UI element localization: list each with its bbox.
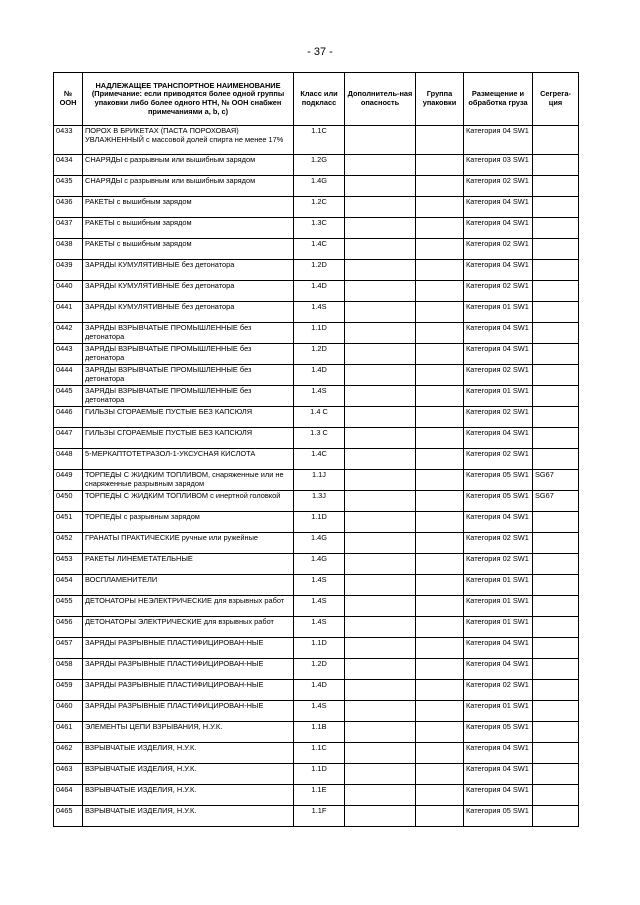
un-number-cell: 0433	[54, 126, 83, 155]
un-number-cell: 0453	[54, 554, 83, 575]
segregation-cell	[533, 785, 579, 806]
packing-group-cell	[416, 512, 464, 533]
shipping-name-cell: ТОРПЕДЫ С ЖИДКИМ ТОПЛИВОМ, снаряженные или не снаряженные разрывным зарядом	[83, 470, 294, 491]
packing-group-cell	[416, 407, 464, 428]
table-row	[54, 491, 579, 512]
stowage-cell: Категория 02 SW1	[464, 407, 533, 428]
table-row	[54, 575, 579, 596]
subsidiary-risk-cell	[345, 680, 416, 701]
shipping-name-cell: ВОСПЛАМЕНИТЕЛИ	[83, 575, 294, 596]
stowage-cell: Категория 04 SW1	[464, 785, 533, 806]
table-row	[54, 323, 579, 344]
segregation-cell	[533, 533, 579, 554]
stowage-cell: Категория 02 SW1	[464, 176, 533, 197]
segregation-cell	[533, 617, 579, 638]
un-number-cell: 0438	[54, 239, 83, 260]
table-row	[54, 512, 579, 533]
class-cell: 1.4C	[294, 239, 345, 260]
segregation-cell	[533, 575, 579, 596]
stowage-cell: Категория 01 SW1	[464, 617, 533, 638]
stowage-cell: Категория 02 SW1	[464, 449, 533, 470]
stowage-cell: Категория 02 SW1	[464, 239, 533, 260]
packing-group-cell	[416, 764, 464, 785]
stowage-cell: Категория 02 SW1	[464, 554, 533, 575]
packing-group-cell	[416, 554, 464, 575]
segregation-cell	[533, 806, 579, 827]
packing-group-cell	[416, 239, 464, 260]
shipping-name-cell: ЗАРЯДЫ ВЗРЫВЧАТЫЕ ПРОМЫШЛЕННЫЕ без детонатора	[83, 386, 294, 407]
subsidiary-risk-cell	[345, 323, 416, 344]
shipping-name-cell: ПОРОХ В БРИКЕТАХ (ПАСТА ПОРОХОВАЯ) УВЛАЖНЕННЫЙ с массовой долей спирта не менее 17%	[83, 126, 294, 155]
un-number-cell: 0444	[54, 365, 83, 386]
un-number-cell: 0460	[54, 701, 83, 722]
un-number-cell: 0442	[54, 323, 83, 344]
subsidiary-risk-cell	[345, 701, 416, 722]
shipping-name-cell: ДЕТОНАТОРЫ ЭЛЕКТРИЧЕСКИЕ для взрывных работ	[83, 617, 294, 638]
subsidiary-risk-cell	[345, 197, 416, 218]
page-number: - 37 -	[307, 46, 333, 58]
segregation-cell	[533, 365, 579, 386]
subsidiary-risk-cell	[345, 428, 416, 449]
class-cell: 1.4G	[294, 554, 345, 575]
shipping-name-cell: ЗАРЯДЫ РАЗРЫВНЫЕ ПЛАСТИФИЦИРОВАН-НЫЕ	[83, 659, 294, 680]
shipping-name-cell: ЗАРЯДЫ ВЗРЫВЧАТЫЕ ПРОМЫШЛЕННЫЕ без детонатора	[83, 344, 294, 365]
stowage-cell: Категория 04 SW1	[464, 344, 533, 365]
segregation-cell	[533, 659, 579, 680]
header-class: Класс или подкласс	[294, 73, 345, 126]
shipping-name-cell: ВЗРЫВЧАТЫЕ ИЗДЕЛИЯ, Н.У.К.	[83, 806, 294, 827]
class-cell: 1.1C	[294, 126, 345, 155]
table-row	[54, 155, 579, 176]
subsidiary-risk-cell	[345, 806, 416, 827]
class-cell: 1.4S	[294, 596, 345, 617]
class-cell: 1.4S	[294, 386, 345, 407]
packing-group-cell	[416, 470, 464, 491]
un-number-cell: 0447	[54, 428, 83, 449]
class-cell: 1.3 C	[294, 428, 345, 449]
class-cell: 1.4S	[294, 701, 345, 722]
subsidiary-risk-cell	[345, 386, 416, 407]
un-number-cell: 0445	[54, 386, 83, 407]
segregation-cell	[533, 428, 579, 449]
segregation-cell	[533, 386, 579, 407]
subsidiary-risk-cell	[345, 764, 416, 785]
subsidiary-risk-cell	[345, 155, 416, 176]
packing-group-cell	[416, 126, 464, 155]
stowage-cell: Категория 04 SW1	[464, 428, 533, 449]
un-number-cell: 0459	[54, 680, 83, 701]
stowage-cell: Категория 04 SW1	[464, 743, 533, 764]
stowage-cell: Категория 04 SW1	[464, 638, 533, 659]
class-cell: 1.4S	[294, 575, 345, 596]
subsidiary-risk-cell	[345, 512, 416, 533]
segregation-cell	[533, 407, 579, 428]
packing-group-cell	[416, 491, 464, 512]
shipping-name-cell: РАКЕТЫ ЛИНЕМЕТАТЕЛЬНЫЕ	[83, 554, 294, 575]
header-un-number: № ООН	[54, 73, 83, 126]
dangerous-goods-table	[53, 72, 579, 827]
packing-group-cell	[416, 344, 464, 365]
table-row	[54, 218, 579, 239]
shipping-name-cell: ЗАРЯДЫ КУМУЛЯТИВНЫЕ без детонатора	[83, 260, 294, 281]
stowage-cell: Категория 01 SW1	[464, 596, 533, 617]
class-cell: 1.4 C	[294, 407, 345, 428]
table-row	[54, 386, 579, 407]
table-row	[54, 659, 579, 680]
packing-group-cell	[416, 596, 464, 617]
class-cell: 1.2D	[294, 260, 345, 281]
header-shipping-name: НАДЛЕЖАЩЕЕ ТРАНСПОРТНОЕ НАИМЕНОВАНИЕ (Примечание: если приводятся более одной группы упаковки либо более одного НТН, № ООН снабжен примечаниями a, b, c)	[83, 73, 294, 126]
segregation-cell	[533, 197, 579, 218]
un-number-cell: 0436	[54, 197, 83, 218]
packing-group-cell	[416, 365, 464, 386]
segregation-cell	[533, 155, 579, 176]
table-row	[54, 617, 579, 638]
un-number-cell: 0449	[54, 470, 83, 491]
segregation-cell	[533, 344, 579, 365]
table-row	[54, 407, 579, 428]
packing-group-cell	[416, 659, 464, 680]
table-row	[54, 344, 579, 365]
table-row	[54, 764, 579, 785]
header-subsidiary-risk: Дополнитель-ная опасность	[345, 73, 416, 126]
subsidiary-risk-cell	[345, 218, 416, 239]
segregation-cell	[533, 722, 579, 743]
table-row	[54, 428, 579, 449]
table-row	[54, 302, 579, 323]
un-number-cell: 0450	[54, 491, 83, 512]
subsidiary-risk-cell	[345, 470, 416, 491]
packing-group-cell	[416, 197, 464, 218]
stowage-cell: Категория 01 SW1	[464, 302, 533, 323]
shipping-name-cell: РАКЕТЫ с вышибным зарядом	[83, 197, 294, 218]
class-cell: 1.1D	[294, 512, 345, 533]
class-cell: 1.4S	[294, 302, 345, 323]
subsidiary-risk-cell	[345, 126, 416, 155]
class-cell: 1.1J	[294, 470, 345, 491]
subsidiary-risk-cell	[345, 722, 416, 743]
un-number-cell: 0440	[54, 281, 83, 302]
un-number-cell: 0448	[54, 449, 83, 470]
header-stowage: Размещение и обработка груза	[464, 73, 533, 126]
shipping-name-cell: ЗАРЯДЫ КУМУЛЯТИВНЫЕ без детонатора	[83, 281, 294, 302]
class-cell: 1.2D	[294, 659, 345, 680]
stowage-cell: Категория 04 SW1	[464, 764, 533, 785]
class-cell: 1.1D	[294, 638, 345, 659]
segregation-cell	[533, 218, 579, 239]
shipping-name-cell: РАКЕТЫ с вышибным зарядом	[83, 239, 294, 260]
subsidiary-risk-cell	[345, 638, 416, 659]
packing-group-cell	[416, 260, 464, 281]
shipping-name-cell: ЗАРЯДЫ РАЗРЫВНЫЕ ПЛАСТИФИЦИРОВАН-НЫЕ	[83, 680, 294, 701]
shipping-name-cell: ЗАРЯДЫ РАЗРЫВНЫЕ ПЛАСТИФИЦИРОВАН-НЫЕ	[83, 638, 294, 659]
subsidiary-risk-cell	[345, 743, 416, 764]
un-number-cell: 0458	[54, 659, 83, 680]
table-row	[54, 743, 579, 764]
packing-group-cell	[416, 743, 464, 764]
table-row	[54, 638, 579, 659]
segregation-cell	[533, 126, 579, 155]
subsidiary-risk-cell	[345, 365, 416, 386]
table-row	[54, 239, 579, 260]
un-number-cell: 0446	[54, 407, 83, 428]
segregation-cell	[533, 512, 579, 533]
stowage-cell: Категория 02 SW1	[464, 281, 533, 302]
stowage-cell: Категория 01 SW1	[464, 575, 533, 596]
subsidiary-risk-cell	[345, 596, 416, 617]
shipping-name-cell: ДЕТОНАТОРЫ НЕЭЛЕКТРИЧЕСКИЕ для взрывных работ	[83, 596, 294, 617]
table-row	[54, 680, 579, 701]
packing-group-cell	[416, 617, 464, 638]
class-cell: 1.1D	[294, 323, 345, 344]
shipping-name-cell: ГИЛЬЗЫ СГОРАЕМЫЕ ПУСТЫЕ БЕЗ КАПСЮЛЯ	[83, 428, 294, 449]
header-packing-group: Группа упаковки	[416, 73, 464, 126]
stowage-cell: Категория 01 SW1	[464, 701, 533, 722]
class-cell: 1.2G	[294, 155, 345, 176]
segregation-cell	[533, 302, 579, 323]
table-row	[54, 554, 579, 575]
stowage-cell: Категория 05 SW1	[464, 470, 533, 491]
class-cell: 1.4C	[294, 449, 345, 470]
packing-group-cell	[416, 218, 464, 239]
subsidiary-risk-cell	[345, 575, 416, 596]
segregation-cell	[533, 638, 579, 659]
subsidiary-risk-cell	[345, 407, 416, 428]
stowage-cell: Категория 04 SW1	[464, 197, 533, 218]
un-number-cell: 0439	[54, 260, 83, 281]
stowage-cell: Категория 04 SW1	[464, 323, 533, 344]
subsidiary-risk-cell	[345, 302, 416, 323]
packing-group-cell	[416, 449, 464, 470]
subsidiary-risk-cell	[345, 554, 416, 575]
class-cell: 1.1B	[294, 722, 345, 743]
table-header-row	[54, 73, 579, 126]
shipping-name-cell: ГИЛЬЗЫ СГОРАЕМЫЕ ПУСТЫЕ БЕЗ КАПСЮЛЯ	[83, 407, 294, 428]
class-cell: 1.3J	[294, 491, 345, 512]
stowage-cell: Категория 02 SW1	[464, 365, 533, 386]
segregation-cell	[533, 554, 579, 575]
un-number-cell: 0452	[54, 533, 83, 554]
segregation-cell	[533, 680, 579, 701]
stowage-cell: Категория 05 SW1	[464, 806, 533, 827]
shipping-name-cell: 5-МЕРКАПТОТЕТРАЗОЛ-1-УКСУСНАЯ КИСЛОТА	[83, 449, 294, 470]
stowage-cell: Категория 02 SW1	[464, 533, 533, 554]
un-number-cell: 0434	[54, 155, 83, 176]
table-row	[54, 126, 579, 155]
un-number-cell: 0443	[54, 344, 83, 365]
stowage-cell: Категория 02 SW1	[464, 680, 533, 701]
table-body	[54, 126, 579, 827]
packing-group-cell	[416, 680, 464, 701]
packing-group-cell	[416, 323, 464, 344]
table-row	[54, 596, 579, 617]
header-segregation: Сегрега-ция	[533, 73, 579, 126]
un-number-cell: 0461	[54, 722, 83, 743]
stowage-cell: Категория 04 SW1	[464, 512, 533, 533]
packing-group-cell	[416, 533, 464, 554]
class-cell: 1.1F	[294, 806, 345, 827]
table-row	[54, 449, 579, 470]
packing-group-cell	[416, 722, 464, 743]
segregation-cell	[533, 701, 579, 722]
shipping-name-cell: ЗАРЯДЫ ВЗРЫВЧАТЫЕ ПРОМЫШЛЕННЫЕ без детонатора	[83, 365, 294, 386]
table-row	[54, 470, 579, 491]
class-cell: 1.1D	[294, 764, 345, 785]
un-number-cell: 0464	[54, 785, 83, 806]
subsidiary-risk-cell	[345, 449, 416, 470]
subsidiary-risk-cell	[345, 491, 416, 512]
shipping-name-cell: СНАРЯДЫ с разрывным или вышибным зарядом	[83, 176, 294, 197]
class-cell: 1.1C	[294, 743, 345, 764]
stowage-cell: Категория 04 SW1	[464, 260, 533, 281]
table-row	[54, 785, 579, 806]
table-row	[54, 281, 579, 302]
class-cell: 1.3C	[294, 218, 345, 239]
packing-group-cell	[416, 806, 464, 827]
table-row	[54, 365, 579, 386]
shipping-name-cell: ТОРПЕДЫ С ЖИДКИМ ТОПЛИВОМ с инертной головкой	[83, 491, 294, 512]
shipping-name-cell: ЗАРЯДЫ РАЗРЫВНЫЕ ПЛАСТИФИЦИРОВАН-НЫЕ	[83, 701, 294, 722]
un-number-cell: 0457	[54, 638, 83, 659]
class-cell: 1.4D	[294, 281, 345, 302]
shipping-name-cell: ЗАРЯДЫ ВЗРЫВЧАТЫЕ ПРОМЫШЛЕННЫЕ без детонатора	[83, 323, 294, 344]
shipping-name-cell: ЭЛЕМЕНТЫ ЦЕПИ ВЗРЫВАНИЯ, Н.У.К.	[83, 722, 294, 743]
stowage-cell: Категория 05 SW1	[464, 722, 533, 743]
stowage-cell: Категория 04 SW1	[464, 126, 533, 155]
packing-group-cell	[416, 302, 464, 323]
shipping-name-cell: ТОРПЕДЫ с разрывным зарядом	[83, 512, 294, 533]
segregation-cell: SG67	[533, 470, 579, 491]
table-row	[54, 176, 579, 197]
subsidiary-risk-cell	[345, 260, 416, 281]
shipping-name-cell: ГРАНАТЫ ПРАКТИЧЕСКИЕ ручные или ружейные	[83, 533, 294, 554]
class-cell: 1.1E	[294, 785, 345, 806]
stowage-cell: Категория 01 SW1	[464, 386, 533, 407]
class-cell: 1.4D	[294, 365, 345, 386]
segregation-cell	[533, 449, 579, 470]
shipping-name-cell: СНАРЯДЫ с разрывным или вышибным зарядом	[83, 155, 294, 176]
class-cell: 1.4D	[294, 680, 345, 701]
class-cell: 1.2C	[294, 197, 345, 218]
un-number-cell: 0455	[54, 596, 83, 617]
table-row	[54, 806, 579, 827]
subsidiary-risk-cell	[345, 281, 416, 302]
packing-group-cell	[416, 155, 464, 176]
segregation-cell: SG67	[533, 491, 579, 512]
shipping-name-cell: ВЗРЫВЧАТЫЕ ИЗДЕЛИЯ, Н.У.К.	[83, 743, 294, 764]
un-number-cell: 0435	[54, 176, 83, 197]
packing-group-cell	[416, 785, 464, 806]
un-number-cell: 0441	[54, 302, 83, 323]
segregation-cell	[533, 596, 579, 617]
stowage-cell: Категория 04 SW1	[464, 218, 533, 239]
segregation-cell	[533, 743, 579, 764]
class-cell: 1.4S	[294, 617, 345, 638]
un-number-cell: 0451	[54, 512, 83, 533]
segregation-cell	[533, 260, 579, 281]
table-row	[54, 260, 579, 281]
packing-group-cell	[416, 176, 464, 197]
subsidiary-risk-cell	[345, 617, 416, 638]
un-number-cell: 0463	[54, 764, 83, 785]
segregation-cell	[533, 281, 579, 302]
packing-group-cell	[416, 701, 464, 722]
un-number-cell: 0437	[54, 218, 83, 239]
un-number-cell: 0465	[54, 806, 83, 827]
segregation-cell	[533, 239, 579, 260]
stowage-cell: Категория 04 SW1	[464, 659, 533, 680]
packing-group-cell	[416, 386, 464, 407]
packing-group-cell	[416, 575, 464, 596]
un-number-cell: 0462	[54, 743, 83, 764]
class-cell: 1.2D	[294, 344, 345, 365]
packing-group-cell	[416, 638, 464, 659]
un-number-cell: 0454	[54, 575, 83, 596]
stowage-cell: Категория 03 SW1	[464, 155, 533, 176]
subsidiary-risk-cell	[345, 239, 416, 260]
class-cell: 1.4G	[294, 533, 345, 554]
stowage-cell: Категория 05 SW1	[464, 491, 533, 512]
shipping-name-cell: ВЗРЫВЧАТЫЕ ИЗДЕЛИЯ, Н.У.К.	[83, 764, 294, 785]
table-row	[54, 701, 579, 722]
packing-group-cell	[416, 428, 464, 449]
segregation-cell	[533, 323, 579, 344]
table-row	[54, 197, 579, 218]
shipping-name-cell: ЗАРЯДЫ КУМУЛЯТИВНЫЕ без детонатора	[83, 302, 294, 323]
shipping-name-cell: ВЗРЫВЧАТЫЕ ИЗДЕЛИЯ, Н.У.К.	[83, 785, 294, 806]
un-number-cell: 0456	[54, 617, 83, 638]
subsidiary-risk-cell	[345, 659, 416, 680]
subsidiary-risk-cell	[345, 344, 416, 365]
segregation-cell	[533, 176, 579, 197]
segregation-cell	[533, 764, 579, 785]
packing-group-cell	[416, 281, 464, 302]
subsidiary-risk-cell	[345, 533, 416, 554]
class-cell: 1.4G	[294, 176, 345, 197]
subsidiary-risk-cell	[345, 785, 416, 806]
table-row	[54, 533, 579, 554]
subsidiary-risk-cell	[345, 176, 416, 197]
shipping-name-cell: РАКЕТЫ с вышибным зарядом	[83, 218, 294, 239]
table-row	[54, 722, 579, 743]
